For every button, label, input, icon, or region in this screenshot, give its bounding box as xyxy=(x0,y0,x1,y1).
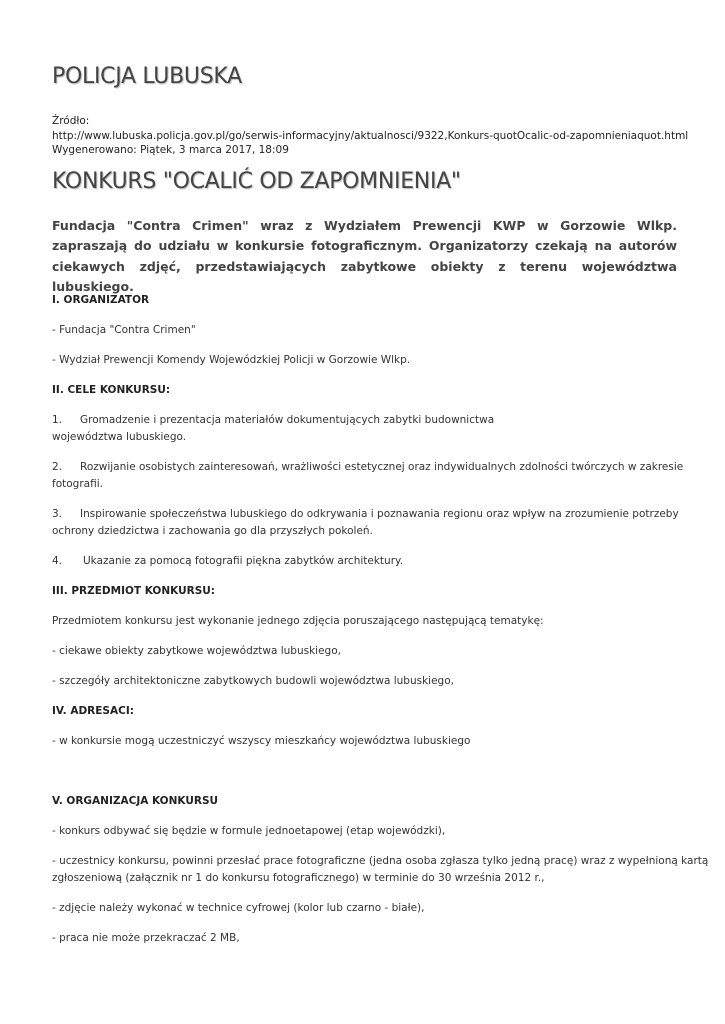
goal-number: 1. xyxy=(52,414,63,426)
source-label: Źródło: xyxy=(52,115,90,127)
organization-item-continued: zgłoszeniową (załącznik nr 1 do konkursu fotograficznego) w terminie do 30 września 2012 r., xyxy=(52,872,545,884)
goal-text: Inspirowanie społeczeństwa lubuskiego do odkrywania i poznawania regionu oraz wpływ na zrozumienie potrzeby xyxy=(80,508,679,520)
organizer-item: - Fundacja "Contra Crimen" xyxy=(52,324,196,336)
subject-item: - szczegóły architektoniczne zabytkowych budowli województwa lubuskiego, xyxy=(52,675,454,687)
source-meta xyxy=(52,114,688,158)
section-heading-addressees: IV. ADRESACI: xyxy=(52,705,134,717)
goal-number: 2. xyxy=(52,461,63,473)
generated-date: Wygenerowano: Piątek, 3 marca 2017, 18:09 xyxy=(52,144,289,156)
site-title: POLICJA LUBUSKA xyxy=(52,64,242,89)
goal-number: 3. xyxy=(52,508,63,520)
article-title: KONKURS "OCALIĆ OD ZAPOMNIENIA" xyxy=(52,169,461,194)
source-url: http://www.lubuska.policja.gov.pl/go/serwis-informacyjny/aktualnosci/9322,Konkurs-quotOcalic-od-zapomnieniaquot.html xyxy=(52,129,689,142)
organization-item: - praca nie może przekraczać 2 MB, xyxy=(52,932,240,944)
goal-item xyxy=(52,553,403,571)
organization-item: - konkurs odbywać się będzie w formule jednoetapowej (etap wojewódzki), xyxy=(52,825,446,837)
goal-item xyxy=(52,459,683,477)
subject-item: - ciekawe obiekty zabytkowe województwa lubuskiego, xyxy=(52,645,341,657)
section-heading-subject: III. PRZEDMIOT KONKURSU: xyxy=(52,585,215,597)
goal-number: 4. xyxy=(52,555,63,567)
goal-item xyxy=(52,412,494,430)
goal-text: Gromadzenie i prezentacja materiałów dokumentujących zabytki budownictwa xyxy=(80,414,495,426)
section-heading-organization: V. ORGANIZACJA KONKURSU xyxy=(52,795,219,807)
organizer-item: - Wydział Prewencji Komendy Wojewódzkiej Policji w Gorzowie Wlkp. xyxy=(52,354,411,366)
goal-item-continued: województwa lubuskiego. xyxy=(52,431,187,443)
addressees-item: - w konkursie mogą uczestniczyć wszyscy mieszkańcy województwa lubuskiego xyxy=(52,735,471,747)
section-heading-goals: II. CELE KONKURSU: xyxy=(52,384,171,396)
organization-item: - zdjęcie należy wykonać w technice cyfrowej (kolor lub czarno - białe), xyxy=(52,902,425,914)
lead-paragraph: Fundacja "Contra Crimen" wraz z Wydziałem Prewencji KWP w Gorzowie Wlkp. zapraszają do udziału w konkursie fotograficznym. Organizatorzy czekają na autorów ciekawych zdjęć, przedstawiających zabytkowe obiekty z terenu województwa lubuskiego. xyxy=(52,218,677,294)
subject-intro: Przedmiotem konkursu jest wykonanie jednego zdjęcia poruszającego następującą tematykę: xyxy=(52,615,544,627)
goal-item-continued: ochrony dziedzictwa i zachowania go dla przyszłych pokoleń. xyxy=(52,525,373,537)
section-heading-organizer: I. ORGANIZATOR xyxy=(52,294,150,306)
goal-text: Rozwijanie osobistych zainteresowań, wrażliwości estetycznej oraz indywidualnych zdolności twórczych w zakresie xyxy=(80,461,684,473)
goal-item xyxy=(52,506,679,524)
goal-item-continued: fotografii. xyxy=(52,478,103,490)
goal-text: Ukazanie za pomocą fotografii piękna zabytków architektury. xyxy=(83,555,404,567)
organization-item: - uczestnicy konkursu, powinni przesłać prace fotograficzne (jedna osoba zgłasza tylko jedną pracę) wraz z wypełnioną kartą xyxy=(52,855,709,867)
